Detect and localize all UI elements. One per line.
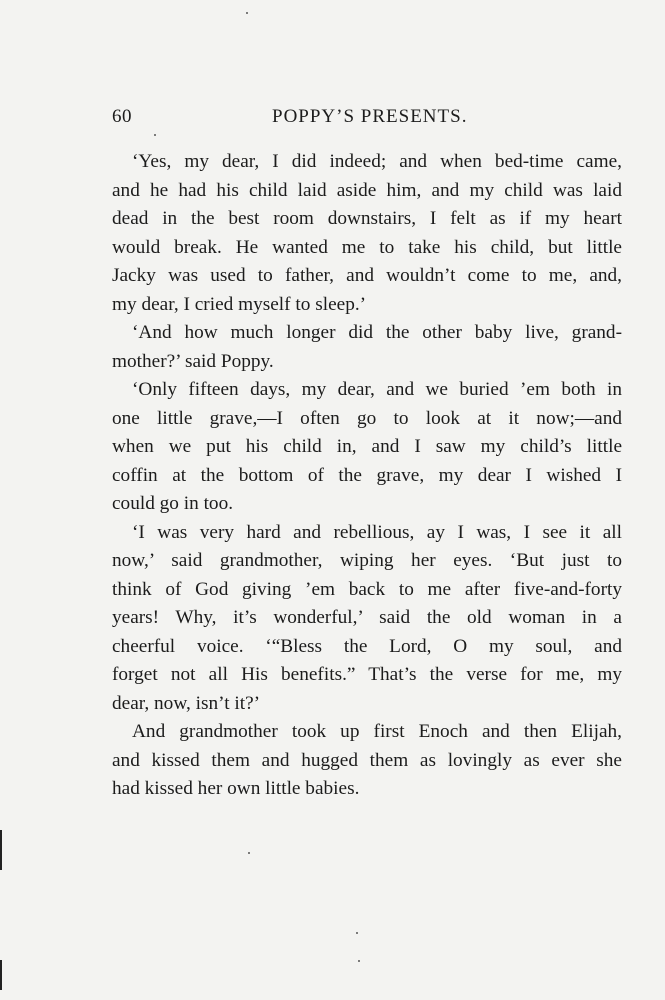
scan-speck xyxy=(358,960,360,962)
scan-speck xyxy=(154,134,156,136)
text-line: when we put his child in, and I saw my child’s little xyxy=(112,436,622,457)
text-line: now,’ said grandmother, wiping her eyes. ‘But just to xyxy=(112,550,622,571)
text-line: one little grave,—I often go to look at it now;—and xyxy=(112,407,622,429)
scan-speck xyxy=(356,932,358,934)
text-line: mother?’ said Poppy. xyxy=(112,350,274,372)
text-line: coffin at the bottom of the grave, my dear I wished I xyxy=(112,464,622,486)
text-line: dear, now, isn’t it?’ xyxy=(112,692,261,714)
scan-speck xyxy=(246,12,248,14)
text-line: dead in the best room downstairs, I felt as if my heart xyxy=(112,208,622,229)
text-line: ‘Yes, my dear, I did indeed; and when bed-time came, xyxy=(132,151,622,172)
paragraph xyxy=(112,718,622,804)
scan-edge-mark xyxy=(0,830,2,870)
text-line: cheerful voice. ‘“Bless the Lord, O my soul, and xyxy=(112,635,622,657)
page-header xyxy=(112,106,620,134)
text-line: would break. He wanted me to take his child, but little xyxy=(112,236,622,258)
paragraph xyxy=(112,319,622,376)
text-line: forget not all His benefits.” That’s the verse for me, my xyxy=(112,664,622,685)
paragraph xyxy=(112,519,622,719)
text-line: ‘And how much longer did the other baby live, grand- xyxy=(132,322,622,343)
text-line: and he had his child laid aside him, and my child was laid xyxy=(112,179,622,201)
text-line: think of God giving ’em back to me after five-and-forty xyxy=(112,578,622,600)
scan-speck xyxy=(248,852,250,854)
text-line: and kissed them and hugged them as lovingly as ever she xyxy=(112,749,622,771)
text-line: Jacky was used to father, and wouldn’t come to me, and, xyxy=(112,265,622,286)
text-line: ‘I was very hard and rebellious, ay I was, I see it all xyxy=(132,521,622,543)
text-line: And grandmother took up first Enoch and then Elijah, xyxy=(132,721,622,742)
paragraph xyxy=(112,376,622,519)
text-line: ‘Only fifteen days, my dear, and we buried ’em both in xyxy=(132,379,622,400)
scan-edge-mark xyxy=(0,960,2,990)
text-line: years! Why, it’s wonderful,’ said the old woman in a xyxy=(112,607,622,628)
body-text xyxy=(112,148,622,804)
text-line: could go in too. xyxy=(112,493,234,514)
text-line: my dear, I cried myself to sleep.’ xyxy=(112,293,367,315)
text-line: had kissed her own little babies. xyxy=(112,778,360,799)
page-number: 60 xyxy=(112,106,132,127)
paragraph xyxy=(112,148,622,319)
running-title: POPPY’S PRESENTS. xyxy=(272,106,468,127)
